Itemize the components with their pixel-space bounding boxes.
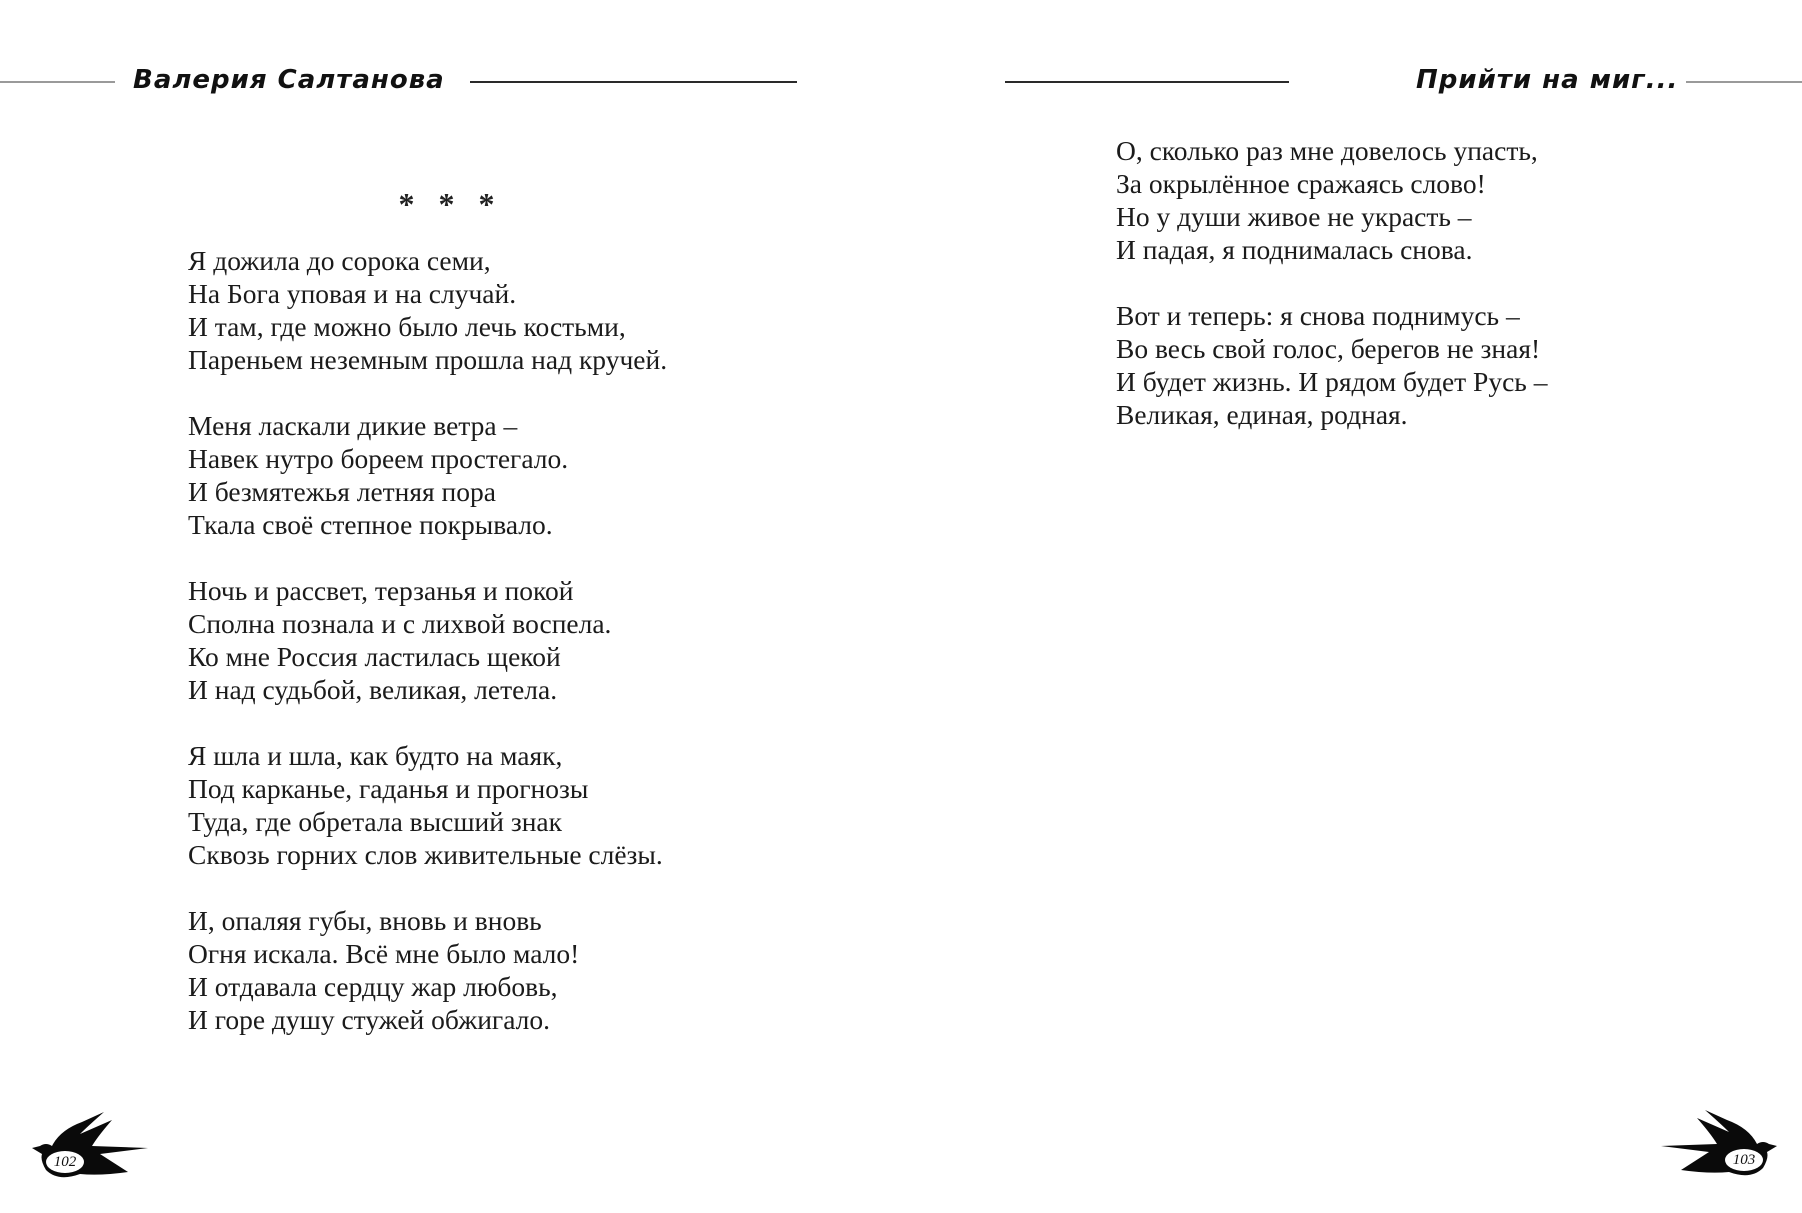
poem-line: Под карканье, гаданья и прогнозы — [188, 773, 589, 804]
right-page — [901, 0, 1802, 1213]
poem-line: И падая, я поднималась снова. — [1116, 234, 1473, 265]
poem-line: Огня искала. Всё мне было мало! — [188, 938, 580, 969]
stanza — [188, 574, 667, 706]
poem-line: Во весь свой голос, берегов не зная! — [1116, 333, 1541, 364]
poem-line: Но у души живое не украсть – — [1116, 201, 1472, 232]
poem-line: О, сколько раз мне довелось упасть, — [1116, 135, 1538, 166]
stanza — [188, 244, 667, 376]
poem-separator: * * * — [398, 186, 503, 222]
poem-line: И будет жизнь. И рядом будет Русь – — [1116, 366, 1548, 397]
poem-right — [1116, 134, 1547, 464]
header-rule-left-inner — [470, 81, 797, 83]
running-title-author: Валерия Салтанова — [133, 65, 445, 95]
stanza — [188, 739, 667, 871]
poem-line: Ткала своё степное покрывало. — [188, 509, 553, 540]
header-rule-left-outer — [0, 81, 115, 83]
swallow-icon — [30, 1110, 150, 1190]
poem-line: Я дожила до сорока семи, — [188, 245, 491, 276]
poem-line: Пареньем неземным прошла над кручей. — [188, 344, 668, 375]
poem-line: И, опаляя губы, вновь и вновь — [188, 905, 542, 936]
poem-line: Вот и теперь: я снова поднимусь – — [1116, 300, 1520, 331]
poem-line: И над судьбой, великая, летела. — [188, 674, 558, 705]
poem-line: И горе душу стужей обжигало. — [188, 1004, 550, 1035]
page-number: 103 — [1725, 1149, 1763, 1171]
poem-line: И безмятежья летняя пора — [188, 476, 496, 507]
poem-line: Меня ласкали дикие ветра – — [188, 410, 518, 441]
poem-line: И там, где можно было лечь костьми, — [188, 311, 626, 342]
poem-line: Сквозь горних слов живительные слёзы. — [188, 839, 663, 870]
header-rule-right-outer — [1686, 81, 1802, 83]
poem-line: Навек нутро бореем простегало. — [188, 443, 569, 474]
poem-line: За окрылённое сражаясь слово! — [1116, 168, 1486, 199]
running-title-book: Прийти на миг... — [1416, 65, 1679, 95]
poem-line: Туда, где обретала высший знак — [188, 806, 562, 837]
poem-line: Ко мне Россия ластилась щекой — [188, 641, 561, 672]
poem-line: Сполна познала и с лихвой воспела. — [188, 608, 612, 639]
swallow-icon — [1659, 1108, 1779, 1188]
poem-line: Ночь и рассвет, терзанья и покой — [188, 575, 574, 606]
poem-line: На Бога уповая и на случай. — [188, 278, 517, 309]
header-rule-right-inner — [1005, 81, 1289, 83]
stanza — [1116, 134, 1547, 266]
page-number: 102 — [46, 1151, 84, 1173]
poem-line: И отдавала сердцу жар любовь, — [188, 971, 558, 1002]
stanza — [188, 409, 667, 541]
poem-left — [188, 244, 667, 1069]
poem-line: Великая, единая, родная. — [1116, 399, 1408, 430]
poem-line: Я шла и шла, как будто на маяк, — [188, 740, 563, 771]
stanza — [188, 904, 667, 1036]
stanza — [1116, 299, 1547, 431]
